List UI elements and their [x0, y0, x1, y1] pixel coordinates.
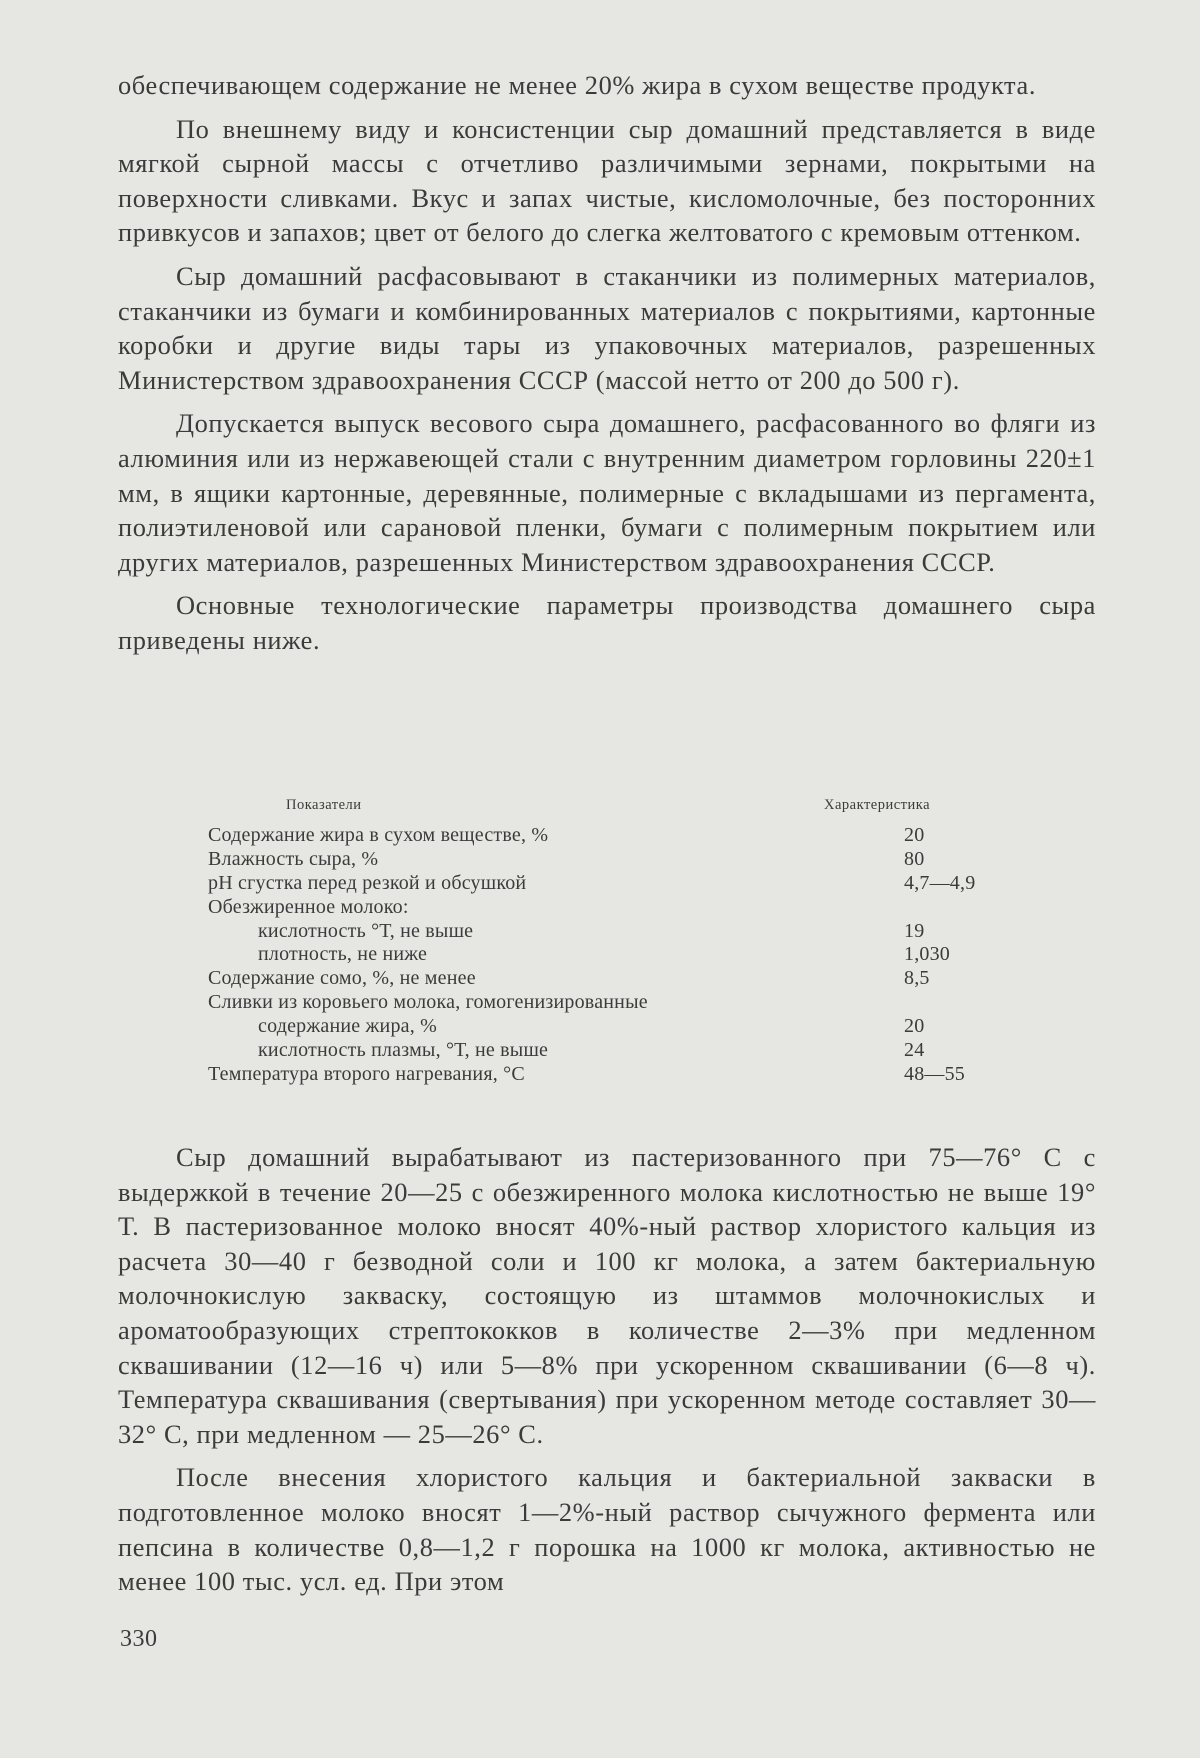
row-name: pH сгустка перед резкой и обсушкой: [208, 871, 527, 894]
table-row: [208, 991, 1008, 1015]
row-name: кислотность °Т, не выше: [258, 919, 474, 942]
paragraph: После внесения хлористого кальция и бактериальной закваски в подготовленное молоко вносят 1—2%-ный раствор сычужного фермента или пепсина в количестве 0,8—1,2 г порошка на 1000 кг молока, активностью не менее 100 тыс. усл. ед. При этом: [118, 1462, 1096, 1597]
table-row: [208, 943, 1008, 967]
table-row: [208, 967, 1008, 991]
header-characteristic: Характеристика: [824, 797, 931, 813]
row-value: 4,7—4,9: [904, 871, 976, 894]
table-row: [208, 824, 1008, 848]
table-header: [208, 794, 1008, 824]
paragraph: Сыр домашний расфасовывают в стаканчики из полимерных материалов, стаканчики из бумаги и комбинированных материалов с покрытиями, картонные коробки и другие виды тары из упаковочных материалов, разрешенных Министерством здравоохранения СССР (массой нетто от 200 до 500 г).: [118, 260, 1096, 395]
text-block-bottom: [118, 1140, 1096, 1599]
table-row: [208, 896, 1008, 920]
row-name: Температура второго нагревания, °С: [208, 1062, 525, 1085]
row-name: Содержание жира в сухом веществе, %: [208, 824, 549, 846]
row-value: 8,5: [904, 967, 930, 990]
table-row: [208, 1063, 1008, 1087]
header-indicators: Показатели: [286, 797, 362, 813]
paragraph: Допускается выпуск весового сыра домашнего, расфасованного во фляги из алюминия или из нержавеющей стали с внутренним диаметром горловины 220±1 мм, в ящики картонные, деревянные, полимерные с вкладышами из пергамента, полиэтиленовой или сарановой пленки, бумаги с полимерным покрытием или других материалов, разрешенных Министерством здравоохранения СССР.: [118, 408, 1096, 577]
row-value: 24: [904, 1039, 925, 1062]
row-value: 1,030: [904, 943, 950, 966]
table-row: [208, 920, 1008, 944]
row-name: Содержание сомо, %, не менее: [208, 967, 476, 990]
table-row: [208, 1015, 1008, 1039]
row-name: Сливки из коровьего молока, гомогенизированные: [208, 991, 648, 1014]
paragraph: По внешнему виду и консистенции сыр домашний представляется в виде мягкой сырной массы с отчетливо различимыми зернами, покрытыми на поверхности сливками. Вкус и запах чистые, кисломолочные, без посторонних привкусов и запахов; цвет от белого до слегка желтоватого с кремовым оттенком.: [118, 113, 1096, 248]
row-name: Влажность сыра, %: [208, 847, 379, 870]
row-name: плотность, не ниже: [258, 943, 428, 966]
row-name: кислотность плазмы, °Т, не выше: [258, 1039, 549, 1062]
paragraph: Основные технологические параметры производства домашнего сыра приведены ниже.: [118, 590, 1096, 655]
parameters-table: [208, 794, 1008, 1087]
page-number: 330: [120, 1626, 158, 1652]
row-name: Обезжиренное молоко:: [208, 895, 409, 918]
paragraph: обеспечивающем содержание не менее 20% жира в сухом веществе продукта.: [118, 70, 1037, 100]
row-name: содержание жира, %: [258, 1015, 437, 1038]
row-value: 20: [904, 1015, 925, 1038]
text-block-top: [118, 68, 1096, 658]
table-row: [208, 1039, 1008, 1063]
row-value: 20: [904, 824, 925, 846]
table-row: [208, 848, 1008, 872]
row-value: 48—55: [904, 1062, 965, 1085]
table-row: [208, 872, 1008, 896]
paragraph: Сыр домашний вырабатывают из пастеризованного при 75—76° С с выдержкой в течение 20—25 с обезжиренного молока кислотностью не выше 19° Т. В пастеризованное молоко вносят 40%-ный раствор хлористого кальция из расчета 30—40 г безводной соли и 100 кг молока, а затем бактериальную молочнокислую закваску, состоящую из штаммов молочнокислых и ароматообразующих стрептококков в количестве 2—3% при медленном сквашивании (12—16 ч) или 5—8% при ускоренном сквашивании (6—8 ч). Температура сквашивания (свертывания) при ускоренном методе составляет 30—32° С, при медленном — 25—26° С.: [118, 1142, 1096, 1449]
row-value: 80: [904, 847, 925, 870]
row-value: 19: [904, 919, 925, 942]
